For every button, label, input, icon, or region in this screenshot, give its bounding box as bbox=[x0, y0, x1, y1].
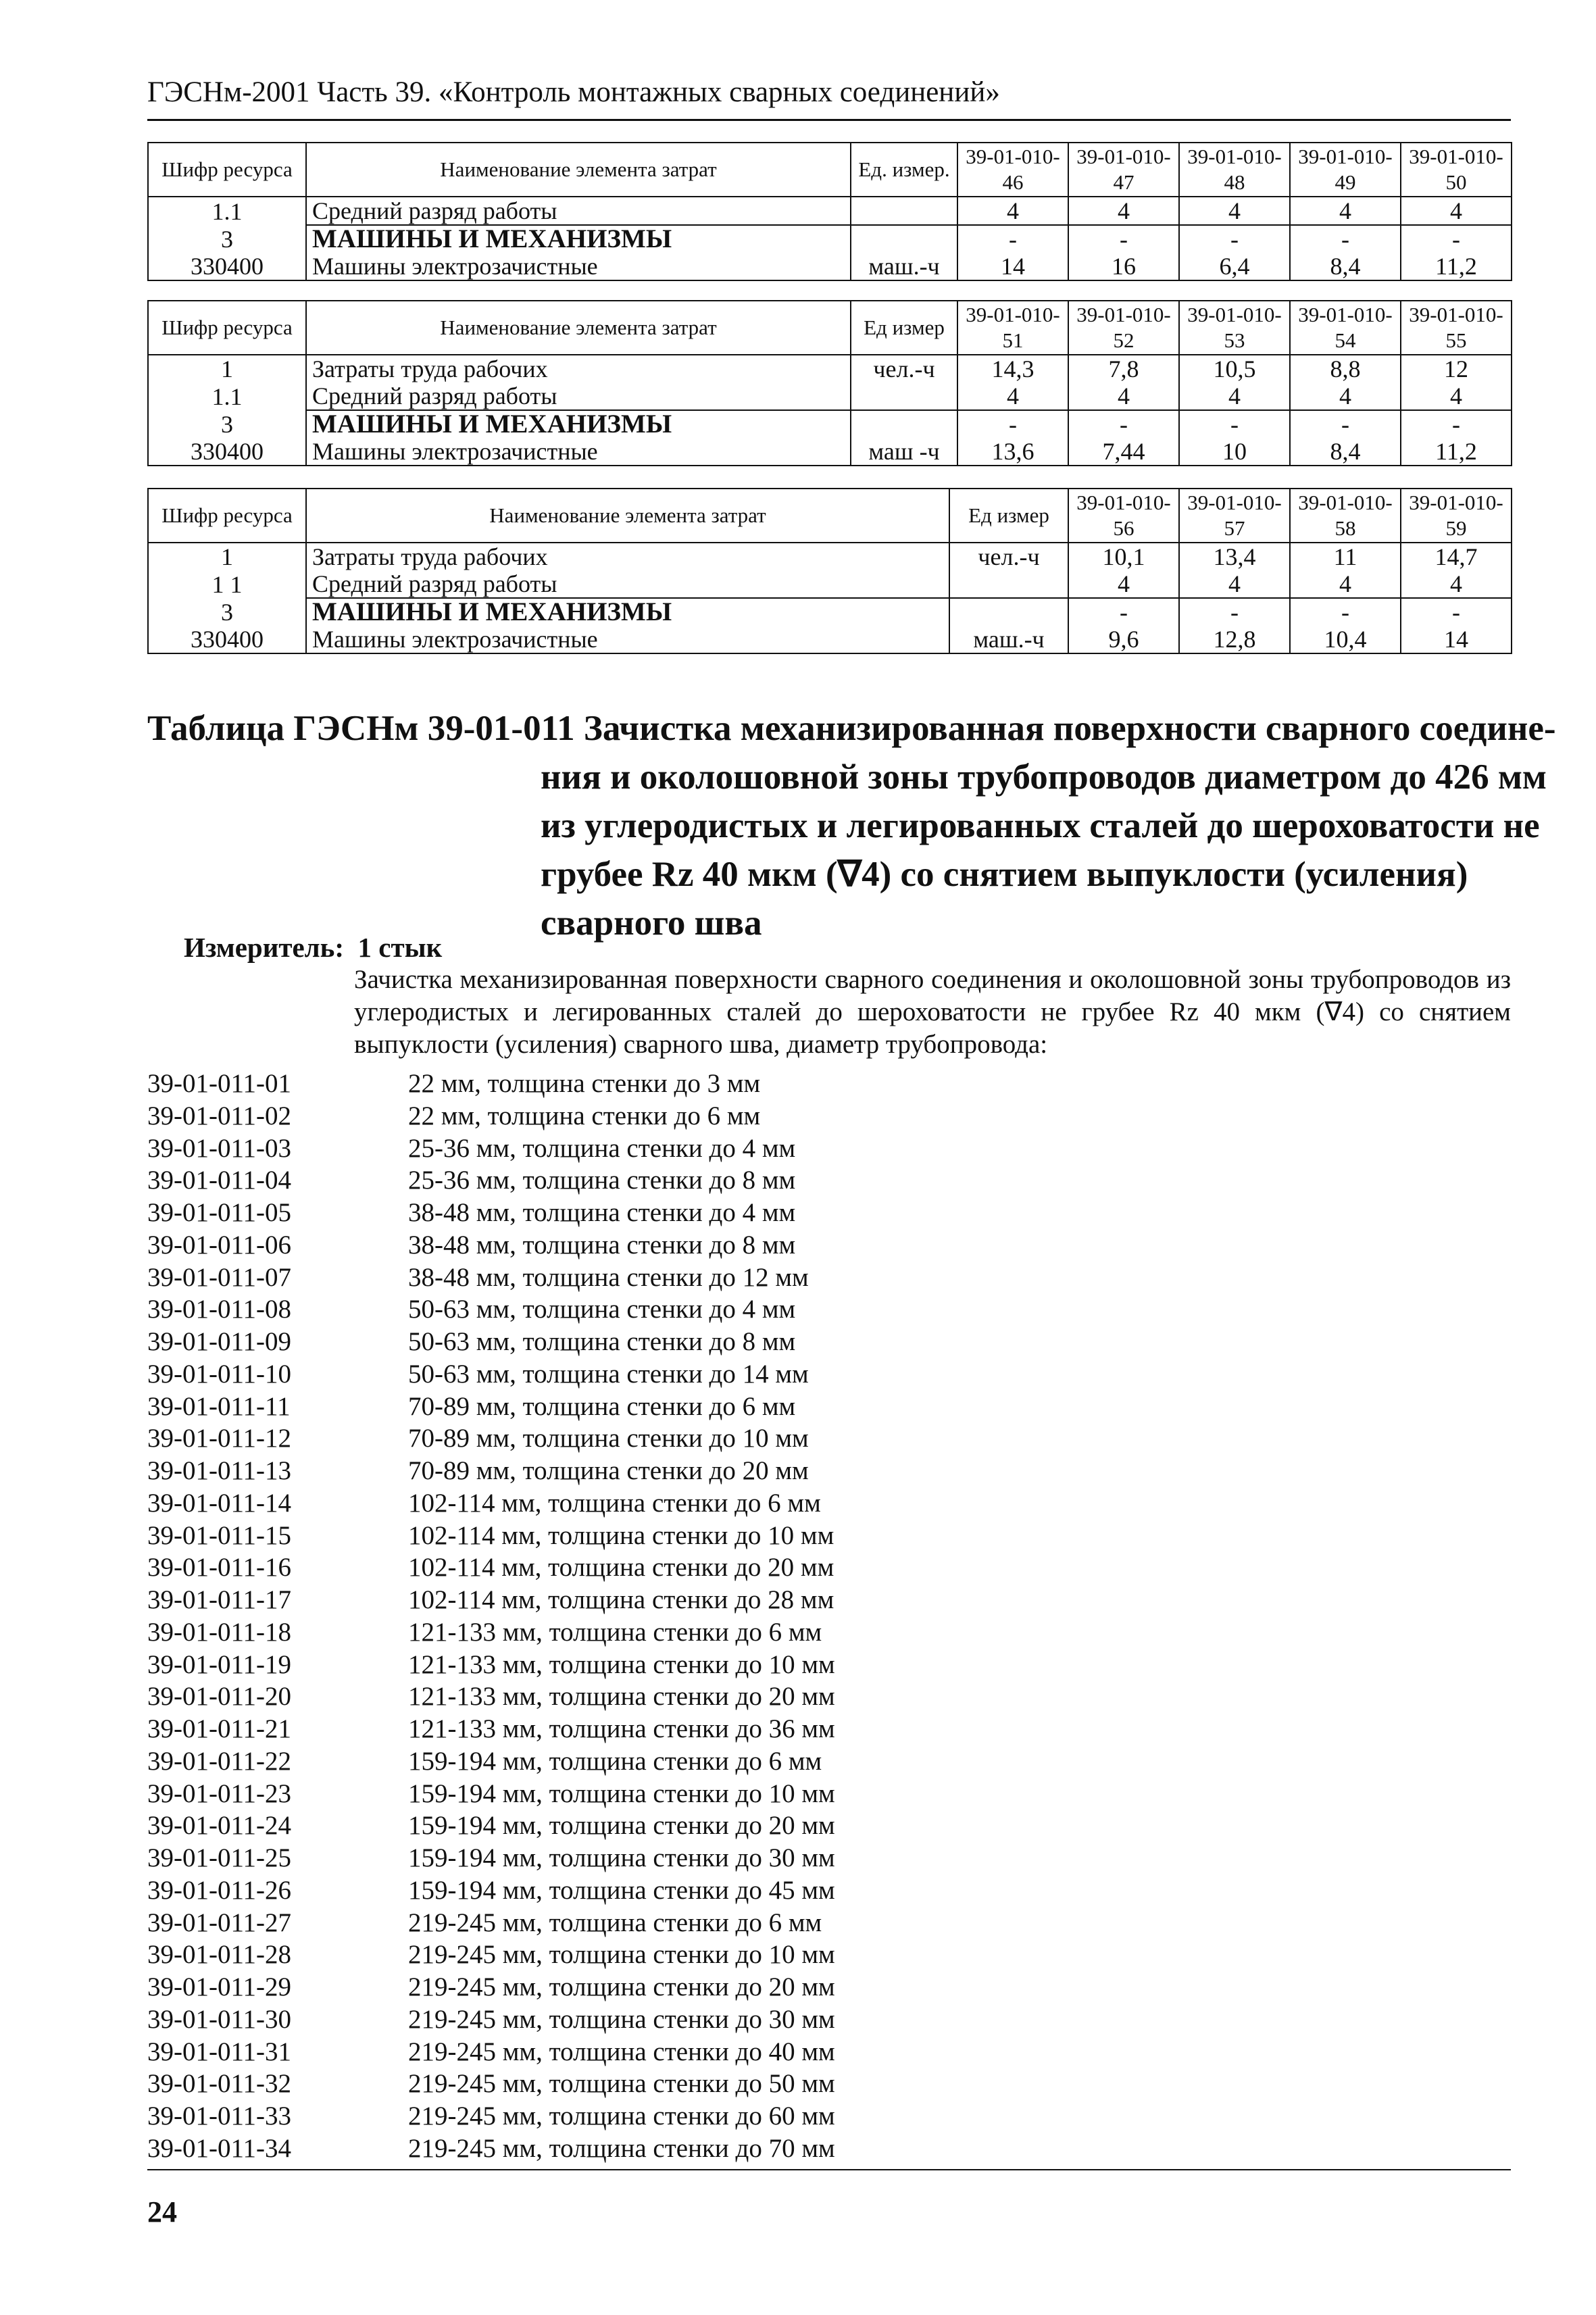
norm-value: 4 bbox=[1179, 382, 1290, 410]
table-row bbox=[148, 570, 1512, 598]
list-item bbox=[147, 1745, 1511, 1778]
item-text: 38-48 мм, толщина стенки до 12 мм bbox=[408, 1262, 809, 1292]
norm-value: 4 bbox=[1068, 197, 1179, 225]
resource-code: 1 bbox=[148, 543, 306, 570]
resource-name: Машины электрозачистные bbox=[306, 253, 851, 280]
list-item bbox=[147, 1164, 1511, 1197]
item-code: 39-01-011-32 bbox=[147, 2069, 292, 2099]
item-text: 25-36 мм, толщина стенки до 4 мм bbox=[408, 1133, 796, 1163]
item-text: 102-114 мм, толщина стенки до 28 мм bbox=[408, 1585, 834, 1614]
item-code: 39-01-011-23 bbox=[147, 1778, 292, 1808]
item-text: 50-63 мм, толщина стенки до 14 мм bbox=[408, 1359, 809, 1389]
item-code: 39-01-011-07 bbox=[147, 1262, 292, 1292]
table-row bbox=[148, 410, 1512, 438]
item-code: 39-01-011-20 bbox=[147, 1682, 292, 1712]
resource-name: Затраты труда рабочих bbox=[306, 543, 949, 570]
list-item bbox=[147, 1520, 1511, 1552]
table-title-line: ния и околошовной зоны трубопроводов диаметром до 426 мм bbox=[541, 757, 1547, 797]
norm-value: 11,2 bbox=[1401, 438, 1512, 466]
item-text: 102-114 мм, толщина стенки до 6 мм bbox=[408, 1488, 821, 1518]
column-header-norm: 39-01-010-47 bbox=[1068, 143, 1179, 197]
norm-value: 8,4 bbox=[1290, 253, 1401, 280]
table-row bbox=[148, 438, 1512, 466]
norm-value: 14 bbox=[1401, 626, 1512, 653]
item-text: 70-89 мм, толщина стенки до 20 мм bbox=[408, 1456, 809, 1485]
resource-unit: маш.-ч bbox=[949, 626, 1068, 653]
column-header-norm: 39-01-010-48 bbox=[1179, 143, 1290, 197]
list-item bbox=[147, 1455, 1511, 1487]
item-text: 102-114 мм, толщина стенки до 20 мм bbox=[408, 1553, 834, 1583]
item-code: 39-01-011-19 bbox=[147, 1649, 292, 1679]
item-code: 39-01-011-08 bbox=[147, 1295, 292, 1324]
item-text: 219-245 мм, толщина стенки до 50 мм bbox=[408, 2069, 835, 2099]
table-row bbox=[148, 355, 1512, 382]
norm-value: 6,4 bbox=[1179, 253, 1290, 280]
item-code: 39-01-011-05 bbox=[147, 1198, 292, 1227]
item-code: 39-01-011-11 bbox=[147, 1391, 291, 1421]
resource-unit bbox=[949, 598, 1068, 626]
table-row bbox=[148, 543, 1512, 570]
column-header-norm: 39-01-010-53 bbox=[1179, 301, 1290, 355]
list-item bbox=[147, 1293, 1511, 1326]
resource-unit: чел.-ч bbox=[851, 355, 957, 382]
item-code: 39-01-011-25 bbox=[147, 1843, 292, 1872]
norm-value: - bbox=[1179, 225, 1290, 253]
work-items-list bbox=[147, 1068, 1511, 2165]
item-text: 219-245 мм, толщина стенки до 30 мм bbox=[408, 2004, 835, 2034]
list-item bbox=[147, 1842, 1511, 1874]
norm-value: 14,7 bbox=[1401, 543, 1512, 570]
item-text: 159-194 мм, толщина стенки до 30 мм bbox=[408, 1843, 835, 1872]
resource-code: 1 1 bbox=[148, 570, 306, 598]
norm-value: 10,4 bbox=[1290, 626, 1401, 653]
column-header-norm: 39-01-010-52 bbox=[1068, 301, 1179, 355]
norm-value: 10 bbox=[1179, 438, 1290, 466]
list-item bbox=[147, 1358, 1511, 1391]
list-item bbox=[147, 1422, 1511, 1455]
list-item bbox=[147, 1907, 1511, 1939]
norm-value: - bbox=[1179, 410, 1290, 438]
item-text: 102-114 мм, толщина стенки до 10 мм bbox=[408, 1520, 834, 1550]
measure-label: Измеритель: bbox=[184, 932, 345, 963]
resource-name: МАШИНЫ И МЕХАНИЗМЫ bbox=[306, 598, 949, 626]
list-bottom-rule bbox=[147, 2169, 1511, 2170]
item-text: 70-89 мм, толщина стенки до 10 мм bbox=[408, 1424, 809, 1453]
norm-value: 9,6 bbox=[1068, 626, 1179, 653]
table-row bbox=[148, 382, 1512, 410]
norm-value: 4 bbox=[1068, 382, 1179, 410]
list-item bbox=[147, 1713, 1511, 1745]
item-code: 39-01-011-21 bbox=[147, 1714, 292, 1743]
norm-value: 12,8 bbox=[1179, 626, 1290, 653]
column-header-unit: Ед. измер. bbox=[851, 143, 957, 197]
norm-value: 4 bbox=[1179, 570, 1290, 598]
item-code: 39-01-011-13 bbox=[147, 1456, 292, 1485]
item-code: 39-01-011-12 bbox=[147, 1424, 292, 1453]
norm-value: - bbox=[957, 225, 1068, 253]
column-header-code: Шифр ресурса bbox=[148, 301, 306, 355]
norm-value: 4 bbox=[1068, 570, 1179, 598]
item-code: 39-01-011-22 bbox=[147, 1746, 292, 1776]
norm-value: 13,6 bbox=[957, 438, 1068, 466]
norm-value: 4 bbox=[1290, 382, 1401, 410]
norm-value: 10,5 bbox=[1179, 355, 1290, 382]
norm-value: - bbox=[1290, 410, 1401, 438]
table-row bbox=[148, 253, 1512, 280]
item-text: 50-63 мм, толщина стенки до 8 мм bbox=[408, 1327, 796, 1356]
resource-unit bbox=[851, 197, 957, 225]
list-item bbox=[147, 1551, 1511, 1584]
item-code: 39-01-011-01 bbox=[147, 1069, 292, 1098]
list-item bbox=[147, 2003, 1511, 2036]
item-text: 121-133 мм, толщина стенки до 36 мм bbox=[408, 1714, 835, 1743]
item-code: 39-01-011-33 bbox=[147, 2101, 292, 2131]
item-code: 39-01-011-10 bbox=[147, 1359, 292, 1389]
list-item bbox=[147, 1616, 1511, 1649]
table-title-line: Таблица ГЭСНм 39-01-011 Зачистка механизированная поверхности сварного соедине- bbox=[147, 709, 1556, 748]
list-item bbox=[147, 1100, 1511, 1132]
item-code: 39-01-011-02 bbox=[147, 1101, 292, 1130]
column-header-norm: 39-01-010-57 bbox=[1179, 489, 1290, 543]
item-text: 159-194 мм, толщина стенки до 10 мм bbox=[408, 1778, 835, 1808]
item-text: 219-245 мм, толщина стенки до 60 мм bbox=[408, 2101, 835, 2131]
list-item bbox=[147, 1778, 1511, 1810]
norm-value: - bbox=[1290, 598, 1401, 626]
item-text: 38-48 мм, толщина стенки до 4 мм bbox=[408, 1198, 796, 1227]
list-item bbox=[147, 1810, 1511, 1842]
list-item bbox=[147, 1487, 1511, 1520]
resource-code: 1.1 bbox=[148, 197, 306, 225]
item-text: 22 мм, толщина стенки до 3 мм bbox=[408, 1069, 761, 1098]
column-header-code: Шифр ресурса bbox=[148, 143, 306, 197]
resource-table-3 bbox=[147, 488, 1512, 654]
header-rule bbox=[147, 119, 1511, 121]
norm-value: 4 bbox=[957, 382, 1068, 410]
item-text: 38-48 мм, толщина стенки до 8 мм bbox=[408, 1230, 796, 1260]
page-number: 24 bbox=[147, 2195, 177, 2229]
norm-value: 4 bbox=[1179, 197, 1290, 225]
resource-name: МАШИНЫ И МЕХАНИЗМЫ bbox=[306, 225, 851, 253]
item-text: 219-245 мм, толщина стенки до 70 мм bbox=[408, 2133, 835, 2163]
norm-value: - bbox=[1401, 225, 1512, 253]
item-code: 39-01-011-29 bbox=[147, 1972, 292, 2001]
norm-value: 7,44 bbox=[1068, 438, 1179, 466]
column-header-norm: 39-01-010-46 bbox=[957, 143, 1068, 197]
table-title-line: из углеродистых и легированных сталей до шероховатости не bbox=[541, 806, 1540, 845]
list-item bbox=[147, 1584, 1511, 1616]
work-description: Зачистка механизированная поверхности сварного соединения и околошовной зоны трубопроводов из углеродистых и легированных сталей до шероховатости не грубее Rz 40 мкм (∇4) со снятием выпуклости (усиления) сварного шва, диаметр трубопровода: bbox=[354, 965, 1511, 1059]
item-text: 219-245 мм, толщина стенки до 20 мм bbox=[408, 1972, 835, 2001]
list-item bbox=[147, 2133, 1511, 2165]
norm-value: - bbox=[1068, 225, 1179, 253]
item-code: 39-01-011-06 bbox=[147, 1230, 292, 1260]
column-header-norm: 39-01-010-56 bbox=[1068, 489, 1179, 543]
resource-unit bbox=[851, 410, 957, 438]
norm-value: 4 bbox=[1290, 570, 1401, 598]
resource-unit: маш.-ч bbox=[851, 253, 957, 280]
norm-value: 4 bbox=[1401, 382, 1512, 410]
item-text: 22 мм, толщина стенки до 6 мм bbox=[408, 1101, 761, 1130]
norm-value: - bbox=[1401, 410, 1512, 438]
resource-name: МАШИНЫ И МЕХАНИЗМЫ bbox=[306, 410, 851, 438]
item-code: 39-01-011-31 bbox=[147, 2037, 292, 2066]
item-text: 159-194 мм, толщина стенки до 45 мм bbox=[408, 1875, 835, 1905]
column-header-name: Наименование элемента затрат bbox=[306, 489, 949, 543]
column-header-norm: 39-01-010-54 bbox=[1290, 301, 1401, 355]
table-row bbox=[148, 197, 1512, 225]
resource-code: 1 bbox=[148, 355, 306, 382]
resource-unit bbox=[851, 225, 957, 253]
list-item bbox=[147, 1326, 1511, 1358]
item-text: 50-63 мм, толщина стенки до 4 мм bbox=[408, 1295, 796, 1324]
norm-value: - bbox=[1290, 225, 1401, 253]
list-item bbox=[147, 1262, 1511, 1294]
item-code: 39-01-011-04 bbox=[147, 1166, 292, 1195]
resource-name: Машины электрозачистные bbox=[306, 626, 949, 653]
item-code: 39-01-011-14 bbox=[147, 1488, 292, 1518]
table-row bbox=[148, 626, 1512, 653]
column-header-code: Шифр ресурса bbox=[148, 489, 306, 543]
norm-value: 8,4 bbox=[1290, 438, 1401, 466]
list-item bbox=[147, 1068, 1511, 1100]
item-code: 39-01-011-24 bbox=[147, 1811, 292, 1841]
norm-value: - bbox=[1401, 598, 1512, 626]
resource-unit bbox=[851, 382, 957, 410]
item-code: 39-01-011-09 bbox=[147, 1327, 292, 1356]
column-header-unit: Ед измер bbox=[851, 301, 957, 355]
norm-value: 4 bbox=[1401, 197, 1512, 225]
norm-value: - bbox=[1179, 598, 1290, 626]
item-code: 39-01-011-03 bbox=[147, 1133, 292, 1163]
resource-unit: чел.-ч bbox=[949, 543, 1068, 570]
norm-value: 7,8 bbox=[1068, 355, 1179, 382]
table-row bbox=[148, 598, 1512, 626]
list-item bbox=[147, 2100, 1511, 2133]
item-code: 39-01-011-15 bbox=[147, 1520, 292, 1550]
resource-name: Средний разряд работы bbox=[306, 382, 851, 410]
column-header-norm: 39-01-010-51 bbox=[957, 301, 1068, 355]
table-title-line: сварного шва bbox=[541, 903, 762, 943]
norm-value: 4 bbox=[957, 197, 1068, 225]
column-header-unit: Ед измер bbox=[949, 489, 1068, 543]
list-item bbox=[147, 1971, 1511, 2003]
column-header-norm: 39-01-010-50 bbox=[1401, 143, 1512, 197]
norm-value: 13,4 bbox=[1179, 543, 1290, 570]
item-code: 39-01-011-18 bbox=[147, 1617, 292, 1647]
norm-value: 4 bbox=[1401, 570, 1512, 598]
table-title-line: грубее Rz 40 мкм (∇4) со снятием выпуклости (усиления) bbox=[541, 855, 1468, 894]
item-text: 121-133 мм, толщина стенки до 20 мм bbox=[408, 1682, 835, 1712]
item-code: 39-01-011-34 bbox=[147, 2133, 292, 2163]
measure-value: 1 стык bbox=[357, 932, 443, 963]
norm-value: - bbox=[957, 410, 1068, 438]
column-header-norm: 39-01-010-58 bbox=[1290, 489, 1401, 543]
item-text: 159-194 мм, толщина стенки до 6 мм bbox=[408, 1746, 822, 1776]
norm-value: 8,8 bbox=[1290, 355, 1401, 382]
resource-code: 3 bbox=[148, 225, 306, 253]
resource-name: Средний разряд работы bbox=[306, 570, 949, 598]
resource-code: 1.1 bbox=[148, 382, 306, 410]
norm-value: - bbox=[1068, 410, 1179, 438]
list-item bbox=[147, 1681, 1511, 1713]
item-code: 39-01-011-28 bbox=[147, 1940, 292, 1970]
item-code: 39-01-011-26 bbox=[147, 1875, 292, 1905]
column-header-name: Наименование элемента затрат bbox=[306, 301, 851, 355]
norm-value: 14 bbox=[957, 253, 1068, 280]
resource-name: Машины электрозачистные bbox=[306, 438, 851, 466]
resource-unit bbox=[949, 570, 1068, 598]
item-text: 70-89 мм, толщина стенки до 6 мм bbox=[408, 1391, 796, 1421]
resource-name: Средний разряд работы bbox=[306, 197, 851, 225]
resource-table-1 bbox=[147, 142, 1512, 281]
list-item bbox=[147, 1391, 1511, 1423]
resource-name: Затраты труда рабочих bbox=[306, 355, 851, 382]
list-item bbox=[147, 1939, 1511, 1971]
item-text: 219-245 мм, толщина стенки до 40 мм bbox=[408, 2037, 835, 2066]
list-item bbox=[147, 1649, 1511, 1681]
resource-code: 330400 bbox=[148, 438, 306, 466]
list-item bbox=[147, 1874, 1511, 1907]
norm-value: 4 bbox=[1290, 197, 1401, 225]
table-row bbox=[148, 225, 1512, 253]
norm-value: 16 bbox=[1068, 253, 1179, 280]
item-text: 121-133 мм, толщина стенки до 10 мм bbox=[408, 1649, 835, 1679]
norm-value: 14,3 bbox=[957, 355, 1068, 382]
item-text: 25-36 мм, толщина стенки до 8 мм bbox=[408, 1166, 796, 1195]
list-item bbox=[147, 1132, 1511, 1165]
item-text: 219-245 мм, толщина стенки до 10 мм bbox=[408, 1940, 835, 1970]
column-header-name: Наименование элемента затрат bbox=[306, 143, 851, 197]
item-code: 39-01-011-17 bbox=[147, 1585, 292, 1614]
resource-unit: маш -ч bbox=[851, 438, 957, 466]
resource-code: 3 bbox=[148, 598, 306, 626]
norm-value: - bbox=[1068, 598, 1179, 626]
list-item bbox=[147, 2068, 1511, 2100]
resource-code: 330400 bbox=[148, 253, 306, 280]
resource-table-2 bbox=[147, 300, 1512, 466]
item-text: 121-133 мм, толщина стенки до 6 мм bbox=[408, 1617, 822, 1647]
measure-line bbox=[184, 931, 442, 964]
item-text: 219-245 мм, толщина стенки до 6 мм bbox=[408, 1908, 822, 1937]
norm-value: 11,2 bbox=[1401, 253, 1512, 280]
resource-code: 3 bbox=[148, 410, 306, 438]
resource-code: 330400 bbox=[148, 626, 306, 653]
column-header-norm: 39-01-010-59 bbox=[1401, 489, 1512, 543]
page-header: ГЭСНм-2001 Часть 39. «Контроль монтажных сварных соединений» bbox=[147, 76, 1000, 108]
norm-value: 10,1 bbox=[1068, 543, 1179, 570]
column-header-norm: 39-01-010-55 bbox=[1401, 301, 1512, 355]
list-item bbox=[147, 2036, 1511, 2068]
item-code: 39-01-011-30 bbox=[147, 2004, 292, 2034]
item-code: 39-01-011-27 bbox=[147, 1908, 292, 1937]
item-text: 159-194 мм, толщина стенки до 20 мм bbox=[408, 1811, 835, 1841]
list-item bbox=[147, 1229, 1511, 1262]
item-code: 39-01-011-16 bbox=[147, 1553, 292, 1583]
list-item bbox=[147, 1197, 1511, 1229]
column-header-norm: 39-01-010-49 bbox=[1290, 143, 1401, 197]
norm-value: 12 bbox=[1401, 355, 1512, 382]
norm-value: 11 bbox=[1290, 543, 1401, 570]
